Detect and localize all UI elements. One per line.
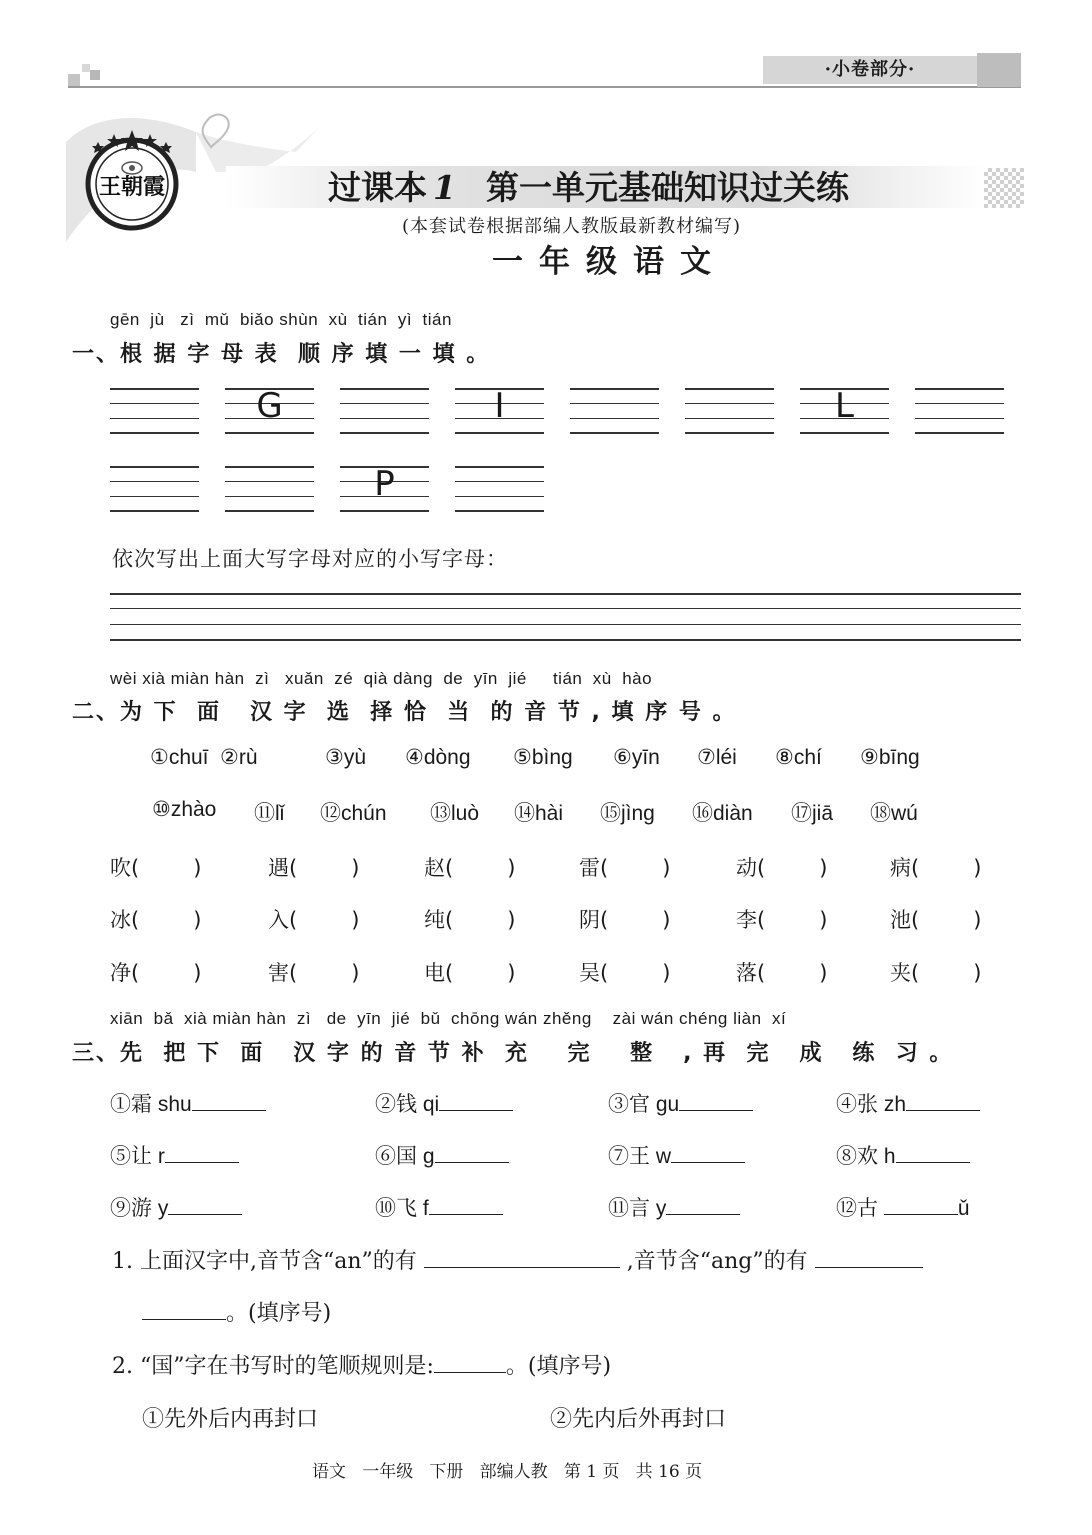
section3-heading: 三、先 把 下 面 汉 字 的 音 节 补 充 完 整 , 再 完 成 练 习 。 [72, 1041, 954, 1066]
q1-text-c: 。(填序号) [226, 1301, 332, 1326]
hanzi-char: 吴 [579, 961, 600, 985]
question-1 [112, 1244, 923, 1275]
paren-close: ) [351, 961, 360, 985]
item-label: ⑩飞 f [375, 1197, 429, 1220]
paren-close: ) [819, 908, 828, 932]
paren-open: ( [131, 856, 140, 880]
char-blank-item[interactable] [424, 957, 515, 987]
grid-letter: L [835, 386, 854, 426]
hanzi-char: 遇 [268, 856, 289, 880]
syllable-option: ⑰jiā [791, 802, 834, 825]
paren-open: ( [600, 908, 609, 932]
answer-blank[interactable] [435, 1144, 509, 1163]
writing-line [110, 593, 1021, 595]
answer-blank[interactable] [165, 1144, 239, 1163]
q2-text-b: 。(填序号) [505, 1354, 612, 1379]
answer-blank[interactable] [429, 1196, 503, 1215]
q1-text-b: ,音节含“ang”的有 [626, 1249, 808, 1274]
char-blank-item[interactable] [110, 957, 201, 987]
item-label: ⑤让 r [110, 1145, 165, 1168]
paren-open: ( [757, 961, 766, 985]
answer-blank[interactable] [906, 1092, 980, 1111]
title-number: 1 [433, 168, 456, 207]
four-line-grid[interactable] [110, 462, 199, 514]
answer-blank[interactable] [434, 1354, 506, 1373]
four-line-grid[interactable] [685, 384, 774, 436]
char-blank-item[interactable] [736, 957, 827, 987]
answer-blank[interactable] [679, 1092, 753, 1111]
paren-open: ( [911, 908, 920, 932]
paren-open: ( [289, 908, 298, 932]
header-rule [68, 86, 1021, 88]
paren-close: ) [351, 908, 360, 932]
section-tag-block [977, 53, 1021, 87]
q2-option-2: ②先内后外再封口 [550, 1407, 727, 1432]
paren-open: ( [600, 961, 609, 985]
syllable-completion-item [110, 1192, 242, 1222]
hanzi-char: 雷 [579, 856, 600, 880]
four-line-grid[interactable] [110, 384, 199, 436]
section1-pinyin: gēn jù zì mǔ biǎo shùn xù tián yì tián [110, 310, 452, 329]
item-label: ⑦王 w [608, 1145, 671, 1168]
item-suffix: ǔ [957, 1197, 970, 1220]
title-prefix: 过课本 [328, 168, 427, 207]
paren-close: ) [193, 961, 202, 985]
syllable-option: ⑨bīng [860, 746, 920, 769]
item-label: ③官 gu [608, 1093, 680, 1116]
four-line-grid[interactable] [225, 462, 314, 514]
paren-close: ) [662, 961, 671, 985]
paren-close: ) [507, 856, 516, 880]
item-label: ⑫古 [836, 1197, 884, 1220]
hanzi-char: 净 [110, 961, 131, 985]
answer-blank[interactable] [439, 1092, 513, 1111]
paren-close: ) [662, 908, 671, 932]
paren-open: ( [445, 961, 454, 985]
section2-heading: 二、为 下 面 汉 字 选 择 恰 当 的 音 节 , 填 序 号 。 [72, 700, 737, 725]
four-line-grid[interactable] [570, 384, 659, 436]
syllable-option: ⑩zhào [152, 798, 217, 821]
writing-line [110, 608, 1021, 609]
answer-blank[interactable] [896, 1144, 970, 1163]
question-2 [112, 1349, 611, 1380]
paren-close: ) [193, 908, 202, 932]
section1-instruction: 依次写出上面大写字母对应的小写字母： [112, 547, 508, 571]
hanzi-char: 入 [268, 908, 289, 932]
char-blank-item[interactable] [268, 904, 359, 934]
hanzi-char: 李 [736, 908, 757, 932]
page-title [328, 166, 849, 210]
q2-text-a: 2. “国”字在书写时的笔顺规则是: [112, 1354, 434, 1379]
syllable-completion-item [608, 1140, 745, 1170]
syllable-option: ⑯diàn [692, 802, 753, 825]
section1-heading: 一、根 据 字 母 表 顺 序 填 一 填 。 [72, 342, 491, 367]
paren-close: ) [507, 908, 516, 932]
four-line-grid[interactable] [455, 384, 544, 436]
paren-open: ( [289, 856, 298, 880]
logo-text: 王朝霞 [98, 174, 166, 200]
hanzi-char: 冰 [110, 908, 131, 932]
four-line-grid[interactable] [455, 462, 544, 514]
syllable-option: ①chuī [150, 746, 209, 769]
answer-blank[interactable] [671, 1144, 745, 1163]
checker-decoration [984, 168, 1024, 208]
corner-decoration [68, 74, 80, 86]
answer-blank[interactable] [168, 1196, 242, 1215]
syllable-completion-item [375, 1140, 509, 1170]
item-label: ⑨游 y [110, 1197, 169, 1220]
answer-blank[interactable] [815, 1249, 923, 1268]
paren-close: ) [973, 961, 982, 985]
grid-letter: I [494, 386, 505, 426]
answer-blank[interactable] [192, 1092, 266, 1111]
item-label: ⑥国 g [375, 1145, 435, 1168]
syllable-option: ⑥yīn [613, 746, 660, 769]
q2-option-1: ①先外后内再封口 [142, 1407, 319, 1432]
writing-line [110, 624, 1021, 625]
syllable-option: ②rù [220, 746, 258, 769]
q1-text-a: 1. 上面汉字中,音节含“an”的有 [112, 1249, 417, 1274]
title-main: 第一单元基础知识过关练 [485, 168, 849, 207]
section-tag: ·小卷部分· [763, 56, 977, 84]
hanzi-char: 纯 [424, 908, 445, 932]
paren-close: ) [973, 908, 982, 932]
char-blank-item[interactable] [736, 852, 827, 882]
paren-open: ( [289, 961, 298, 985]
answer-blank[interactable] [666, 1196, 740, 1215]
syllable-option: ⑧chí [775, 746, 822, 769]
char-blank-item[interactable] [890, 852, 981, 882]
question-1-cont [142, 1296, 331, 1327]
answer-blank[interactable] [884, 1196, 958, 1215]
syllable-option: ⑦léi [697, 746, 737, 769]
hanzi-char: 病 [890, 856, 911, 880]
item-label: ④张 zh [836, 1093, 907, 1116]
four-line-grid[interactable] [225, 384, 314, 436]
char-blank-item[interactable] [890, 957, 981, 987]
corner-decoration [82, 64, 90, 72]
syllable-option: ⑫chún [320, 802, 387, 825]
syllable-completion-item [836, 1088, 980, 1118]
hanzi-char: 阴 [579, 908, 600, 932]
page-footer: 语文 一年级 下册 部编人教 第 1 页 共 16 页 [312, 1462, 703, 1482]
syllable-option: ⑭hài [514, 802, 564, 825]
char-blank-item[interactable] [110, 904, 201, 934]
char-blank-item[interactable] [110, 852, 201, 882]
subtitle: (本套试卷根据部编人教版最新教材编写) [402, 216, 742, 237]
item-label: ②钱 qi [375, 1093, 440, 1116]
syllable-completion-item [608, 1088, 753, 1118]
paren-open: ( [600, 856, 609, 880]
syllable-option: ⑮jìng [600, 802, 655, 825]
grade-subject: 一年级语文 [492, 244, 727, 280]
char-blank-item[interactable] [736, 904, 827, 934]
hanzi-char: 害 [268, 961, 289, 985]
paren-close: ) [819, 961, 828, 985]
syllable-option: ⑪lǐ [254, 802, 285, 825]
grid-letter: G [256, 386, 283, 426]
logo-seal [80, 128, 184, 232]
syllable-completion-item [836, 1140, 970, 1170]
hanzi-char: 吹 [110, 856, 131, 880]
syllable-completion-item [836, 1192, 970, 1222]
syllable-option: ⑱wú [870, 802, 918, 825]
hanzi-char: 落 [736, 961, 757, 985]
syllable-completion-item [110, 1088, 266, 1118]
paren-open: ( [757, 908, 766, 932]
hanzi-char: 赵 [424, 856, 445, 880]
four-line-grid[interactable] [340, 384, 429, 436]
char-blank-item[interactable] [579, 852, 670, 882]
section3-pinyin: xiān bǎ xià miàn hàn zì de yīn jié bǔ chōng wán zhěng zài wán chéng liàn xí [110, 1009, 787, 1028]
char-blank-item[interactable] [579, 904, 670, 934]
four-line-grid[interactable] [800, 384, 889, 436]
hanzi-char: 动 [736, 856, 757, 880]
answer-blank[interactable] [142, 1301, 226, 1320]
paren-close: ) [662, 856, 671, 880]
writing-line [110, 639, 1021, 641]
char-blank-item[interactable] [890, 904, 981, 934]
paren-close: ) [351, 856, 360, 880]
paren-open: ( [131, 908, 140, 932]
four-line-grid[interactable] [915, 384, 1004, 436]
paren-open: ( [445, 856, 454, 880]
char-blank-item[interactable] [268, 957, 359, 987]
syllable-completion-item [375, 1088, 513, 1118]
item-label: ①霜 shu [110, 1093, 192, 1116]
paren-close: ) [819, 856, 828, 880]
char-blank-item[interactable] [268, 852, 359, 882]
four-line-grid[interactable] [340, 462, 429, 514]
char-blank-item[interactable] [579, 957, 670, 987]
hanzi-char: 电 [424, 961, 445, 985]
paren-open: ( [911, 961, 920, 985]
paren-close: ) [973, 856, 982, 880]
syllable-completion-item [608, 1192, 740, 1222]
paren-open: ( [445, 908, 454, 932]
paren-close: ) [507, 961, 516, 985]
syllable-option: ⑤bìng [513, 746, 573, 769]
paren-open: ( [757, 856, 766, 880]
char-blank-item[interactable] [424, 904, 515, 934]
syllable-completion-item [375, 1192, 503, 1222]
syllable-option: ⑬luò [430, 802, 480, 825]
char-blank-item[interactable] [424, 852, 515, 882]
item-label: ⑪言 y [608, 1197, 667, 1220]
paren-open: ( [131, 961, 140, 985]
paren-open: ( [911, 856, 920, 880]
section2-pinyin: wèi xià miàn hàn zì xuǎn zé qià dàng de yīn jié tián xù hào [110, 669, 653, 688]
syllable-option: ④dòng [405, 746, 471, 769]
answer-blank[interactable] [424, 1249, 620, 1268]
syllable-completion-item [110, 1140, 239, 1170]
item-label: ⑧欢 h [836, 1145, 896, 1168]
syllable-option: ③yù [325, 746, 367, 769]
grid-letter: P [374, 464, 395, 504]
hanzi-char: 池 [890, 908, 911, 932]
paren-close: ) [193, 856, 202, 880]
corner-decoration [90, 70, 100, 80]
hanzi-char: 夹 [890, 961, 911, 985]
